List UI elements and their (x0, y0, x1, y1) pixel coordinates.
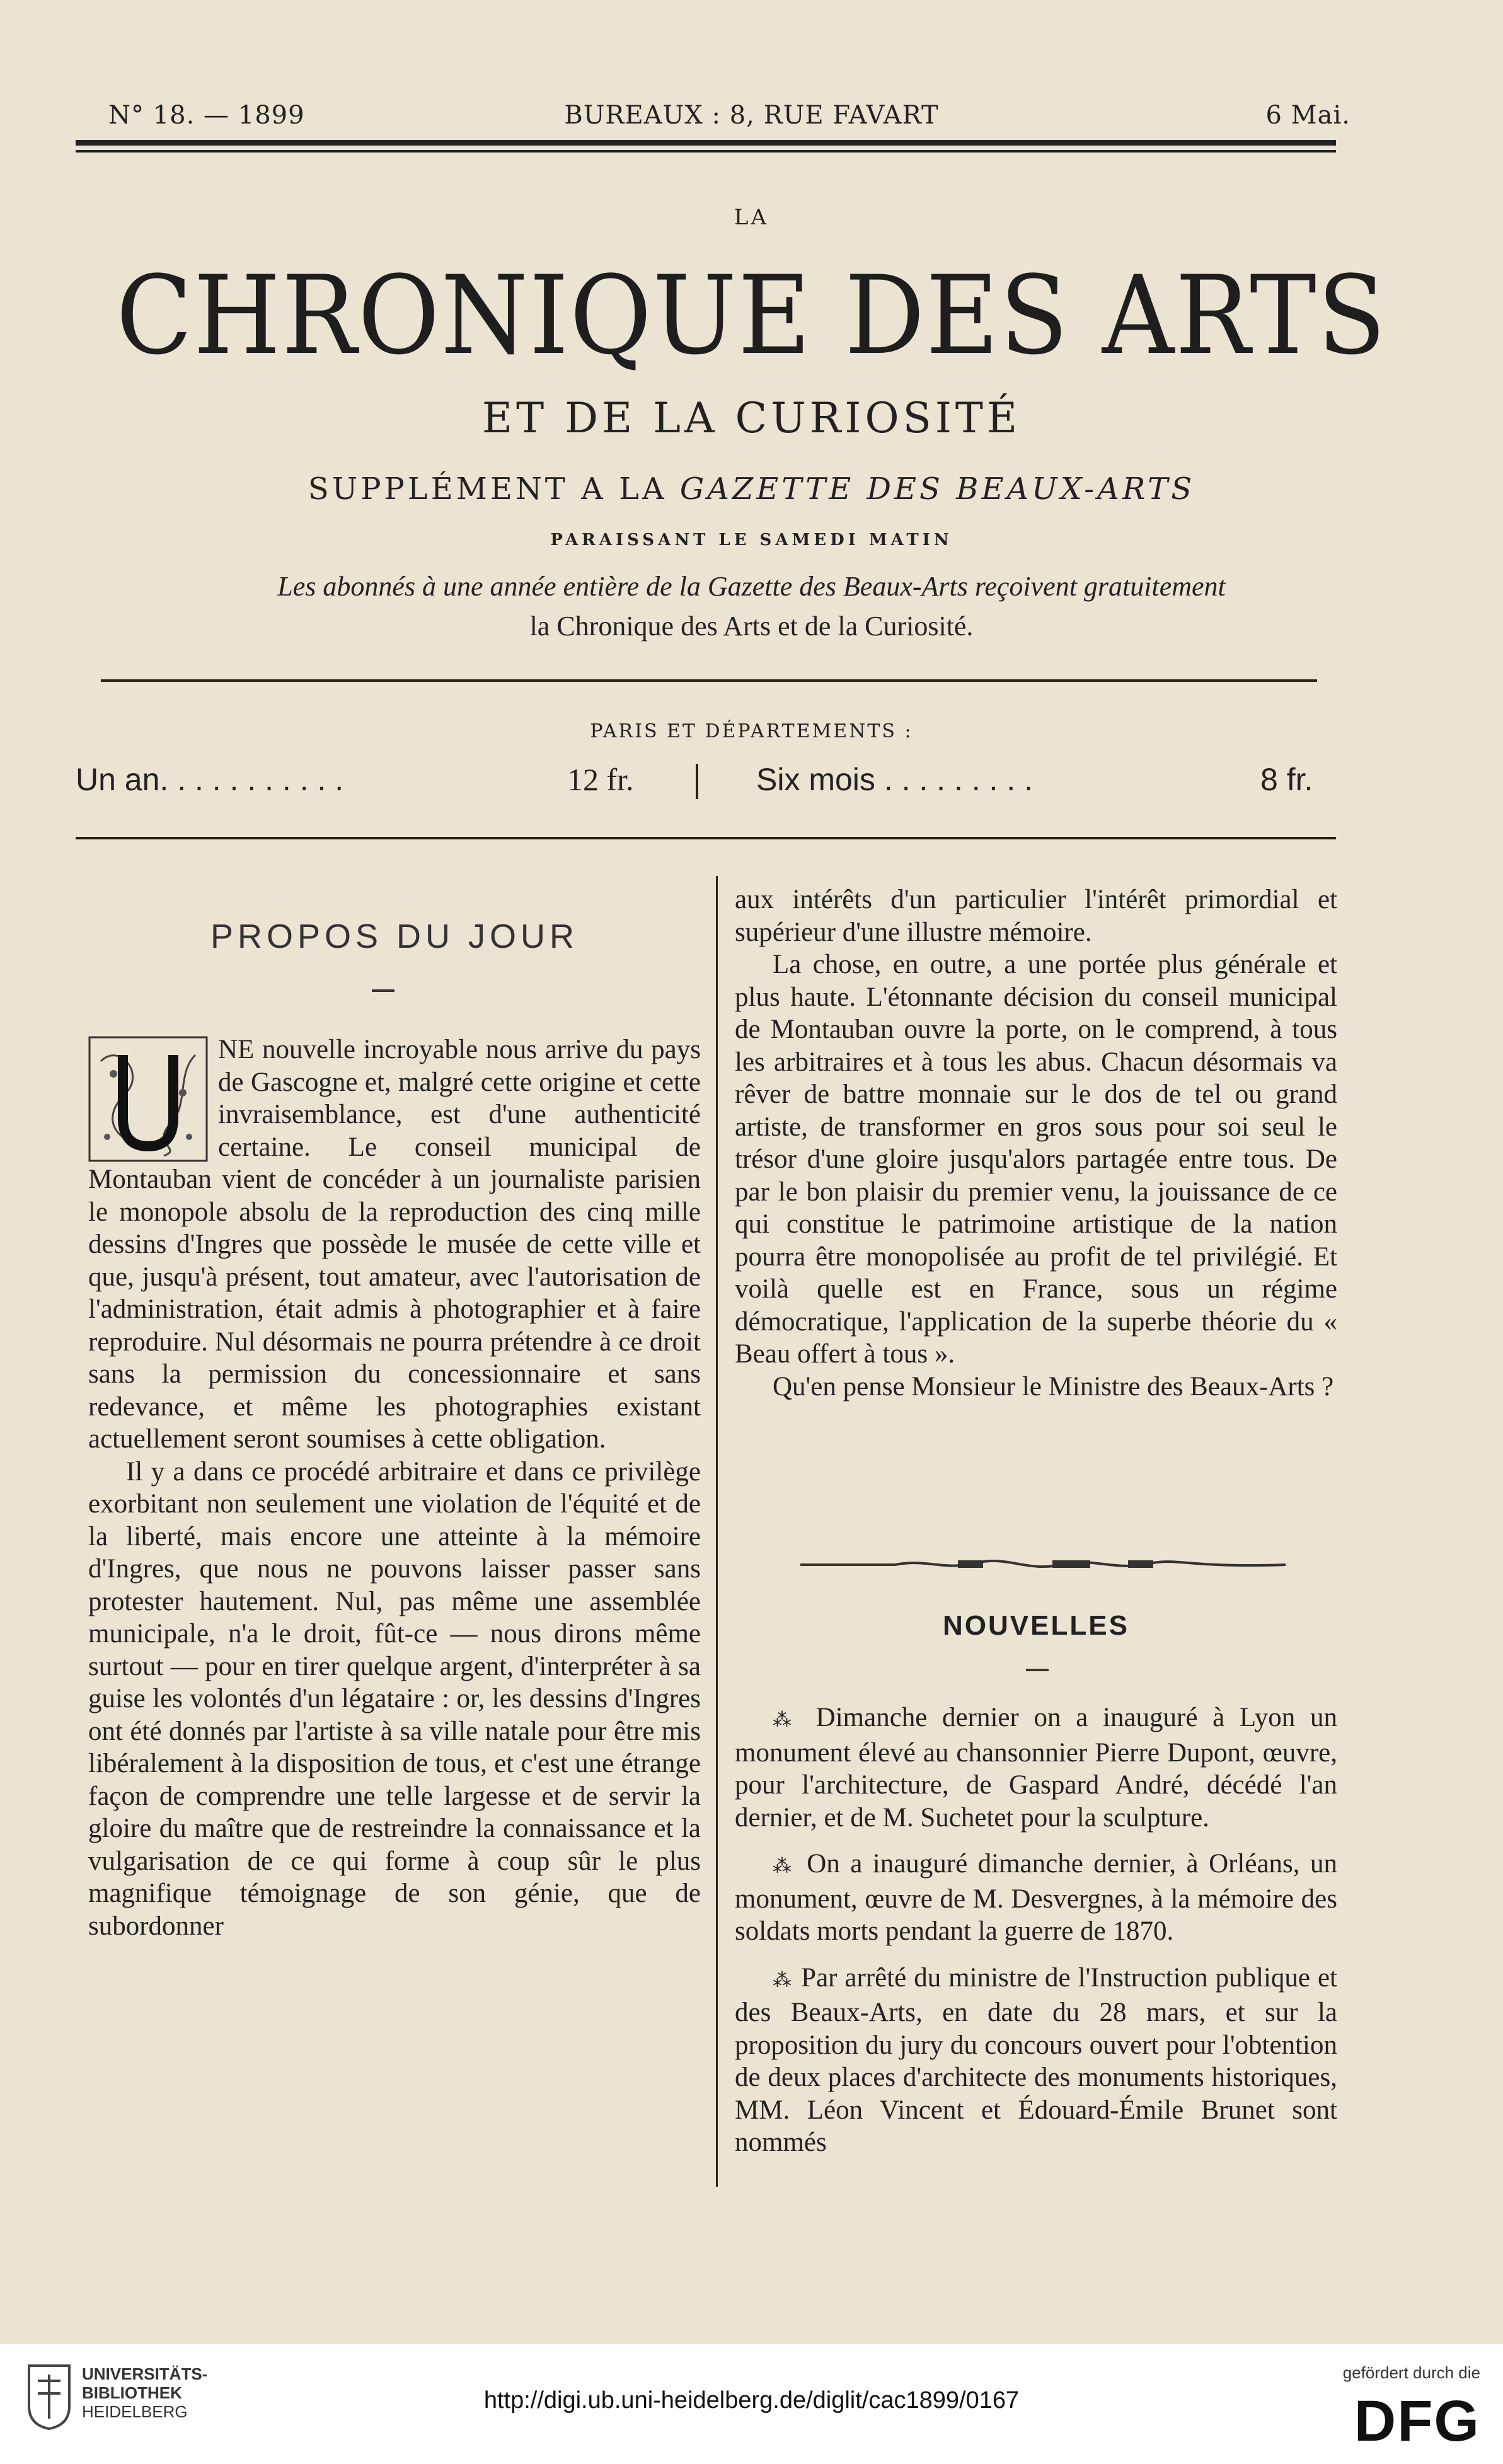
library-name-line: BIBLIOTHEK (82, 2383, 182, 2402)
news-item (735, 1962, 1337, 2159)
gazette-name: GAZETTE DES BEAUX-ARTS (679, 471, 1195, 507)
masthead-subtitle: ET DE LA CURIOSITÉ (481, 394, 1022, 442)
nouvelles-dash (1026, 1669, 1049, 1671)
subscriber-note-line-2: la Chronique des Arts et de la Curiosité. (529, 611, 974, 642)
propos-paragraph-4: La chose, en outre, a une portée plus générale et plus haute. L'étonnante décision du conseil municipal de Montauban ouvre la porte, on le comprend, à tous les arbitraires et à tous les abus. Chacun désormais va rêver de battre monnaie sur le dos de tel ou grand artiste, de transformer en gros sous pour soi seul le trésor d'une gloire jusqu'alors partagée entre tous. De par le bon plaisir du premier venu, la jouissance de ce qui constitue le patrimoine artistique de la nation pourra être monopolisée au profit de tel privilégié. Et voilà quelle est en France, sous un régime démocratique, l'application de la superbe théorie du « Beau offert à tous ». (735, 950, 1337, 1369)
propos-paragraph-3: aux intérêts d'un particulier l'intérêt primordial et supérieur d'une illustre mémoire. (735, 885, 1337, 947)
propos-paragraph-1: NE nouvelle incroyable nous arrive du pays de Gascogne et, malgré cette origine et cette invraisemblance, est d'une authenticité certaine. Le conseil municipal de Montauban vient de concéder à un journaliste parisien le monopole absolu de la reproduction des cinq mille dessins d'Ingres que possède le musée de cette ville et que, jusqu'à présent, tout amateur, avec l'autorisation de l'administration, était admis à photographier et à faire reproduire. Nul désormais ne pourra prétendre à ce droit sans la permission du concessionnaire et sans redevance, et même les photographies existant actuellement seront soumises à cette obligation. (88, 1035, 701, 1454)
annual-subscription-label: Un an. . . . . . . . . . . (76, 762, 344, 797)
dropcap-u-icon (88, 1036, 208, 1162)
half-year-subscription-label: Six mois . . . . . . . . . (756, 762, 1033, 797)
asterism-icon: ⁂ (773, 1856, 797, 1877)
supplement-line (0, 471, 1503, 507)
left-column (88, 1033, 701, 2187)
masthead-rule (101, 679, 1317, 682)
half-year-subscription-price: 8 fr. (1260, 762, 1313, 797)
masthead-title: CHRONIQUE DES ARTS (116, 252, 1387, 379)
nouvelles-heading: NOUVELLES (943, 1610, 1129, 1641)
digitization-footer (0, 2344, 1503, 2464)
news-item-text: Par arrêté du ministre de l'Instruction publique et des Beaux-Arts, en date du 28 mars, et sur la proposition du jury du concours ouvert pour l'obtention de deux places d'architecte des monuments historiques, MM. Léon Vincent et Édouard-Émile Brunet sont nommés (735, 1962, 1337, 2157)
header-rule (76, 150, 1336, 153)
header-double-rule (76, 140, 1336, 146)
library-name-line: UNIVERSITÄTS- (82, 2364, 208, 2383)
issue-number: N° 18. — 1899 (108, 101, 305, 130)
subscriber-note-line-1: Les abonnés à une année entière de la Gazette des Beaux-Arts reçoivent gratuitement (277, 571, 1226, 602)
news-item-text: On a inauguré dimanche dernier, à Orléans, un monument, œuvre de M. Desvergnes, à la mémoire des soldats morts pendant la guerre de 1870. (735, 1849, 1338, 1946)
source-url-link[interactable]: http://digi.ub.uni-heidelberg.de/diglit/cac1899/0167 (483, 2387, 1020, 2414)
issue-date: 6 Mai. (1265, 101, 1350, 130)
annual-subscription-price: 12 fr. (567, 762, 634, 797)
column-divider (716, 876, 718, 2187)
funding-note: gefördert durch die (1342, 2363, 1480, 2382)
propos-paragraph-2: Il y a dans ce procédé arbitraire et dans ce privilège exorbitant non seulement une violation de l'équité et de la liberté, mais encore une atteinte à la mémoire d'Ingres, que nous ne pouvons laisser passer sans protester hautement. Nul, pas même une assemblée municipale, n'a le droit, fût-ce — nous dirons même surtout — pour en tirer quelque argent, d'interpréter à sa guise les volontés d'un légataire : or, les dessins d'Ingres ont été donnés par l'artiste à sa ville natale pour être mis libéralement à la disposition de tous, et c'est une étrange façon de comprendre une telle largesse et de servir la gloire du maître que de restreindre la connaissance et la vulgarisation de ce qui forme à coup sûr le plus magnifique témoignage de son génie, que de subordonner (88, 1456, 701, 1941)
news-item (735, 1701, 1337, 1834)
news-item (735, 1848, 1337, 1948)
propos-heading: PROPOS DU JOUR (210, 918, 579, 955)
propos-paragraph-5: Qu'en pense Monsieur le Ministre des Beaux-Arts ? (773, 1371, 1334, 1402)
heading-dash (372, 989, 394, 992)
library-name-line: HEIDELBERG (82, 2402, 188, 2421)
supplement-prefix: SUPPLÉMENT A LA (308, 471, 680, 507)
right-column-news (735, 1701, 1337, 2159)
masthead-article: LA (734, 205, 769, 230)
asterism-icon: ⁂ (773, 1710, 801, 1730)
price-divider (696, 764, 698, 799)
subscription-rule (76, 837, 1336, 839)
news-item-text: Dimanche dernier on a inauguré à Lyon un monument élevé au chansonnier Pierre Dupont, œuvre, pour l'architecture, de Gaspard André, décédé l'an dernier, et de M. Suchetet pour la sculpture. (735, 1703, 1338, 1833)
office-address: BUREAUX : 8, RUE FAVART (564, 101, 939, 130)
ornamental-separator-icon (800, 1555, 1286, 1574)
subscription-heading: PARIS ET DÉPARTEMENTS : (590, 720, 913, 742)
ornamental-dropcap (88, 1036, 208, 1162)
right-column-top (735, 884, 1337, 1403)
dfg-logo: DFG (1354, 2389, 1480, 2453)
asterism-icon: ⁂ (773, 1969, 794, 1991)
publication-schedule: PARAISSANT LE SAMEDI MATIN (550, 531, 953, 550)
